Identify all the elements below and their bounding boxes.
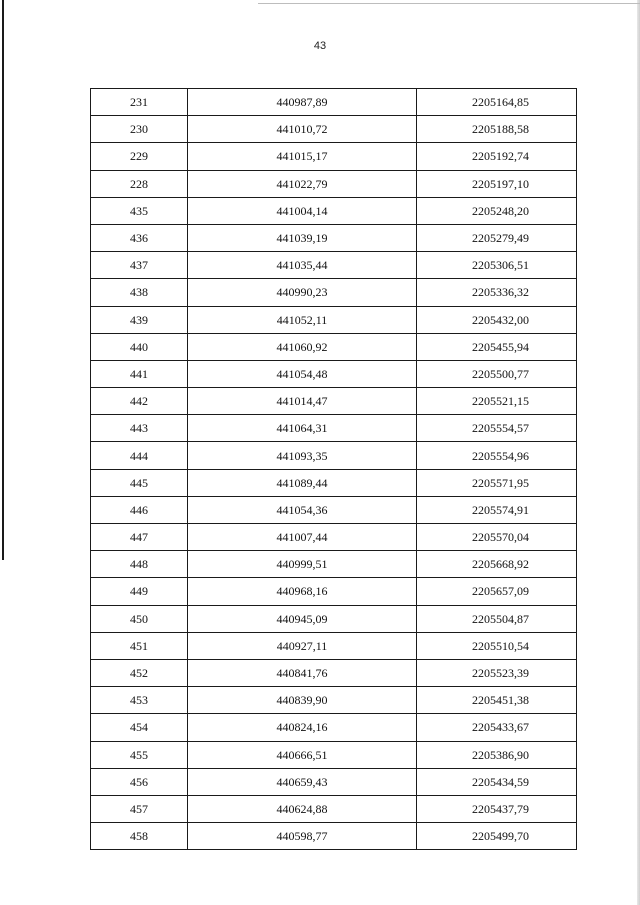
x-coordinate-cell: 440990,23 bbox=[188, 279, 417, 306]
table-row bbox=[91, 415, 577, 442]
point-number-cell: 439 bbox=[91, 306, 188, 333]
y-coordinate-cell: 2205657,09 bbox=[417, 578, 577, 605]
x-coordinate-cell: 441007,44 bbox=[188, 524, 417, 551]
x-coordinate-cell: 440968,16 bbox=[188, 578, 417, 605]
point-number-cell: 437 bbox=[91, 252, 188, 279]
y-coordinate-cell: 2205455,94 bbox=[417, 333, 577, 360]
table-row bbox=[91, 795, 577, 822]
y-coordinate-cell: 2205499,70 bbox=[417, 823, 577, 850]
x-coordinate-cell: 440598,77 bbox=[188, 823, 417, 850]
x-coordinate-cell: 441010,72 bbox=[188, 116, 417, 143]
y-coordinate-cell: 2205164,85 bbox=[417, 89, 577, 116]
x-coordinate-cell: 441015,17 bbox=[188, 143, 417, 170]
y-coordinate-cell: 2205574,91 bbox=[417, 496, 577, 523]
y-coordinate-cell: 2205336,32 bbox=[417, 279, 577, 306]
table-row bbox=[91, 551, 577, 578]
table-row bbox=[91, 279, 577, 306]
table-row bbox=[91, 496, 577, 523]
y-coordinate-cell: 2205554,57 bbox=[417, 415, 577, 442]
x-coordinate-cell: 441039,19 bbox=[188, 224, 417, 251]
point-number-cell: 458 bbox=[91, 823, 188, 850]
y-coordinate-cell: 2205192,74 bbox=[417, 143, 577, 170]
y-coordinate-cell: 2205437,79 bbox=[417, 795, 577, 822]
table-row bbox=[91, 306, 577, 333]
y-coordinate-cell: 2205510,54 bbox=[417, 632, 577, 659]
point-number-cell: 230 bbox=[91, 116, 188, 143]
point-number-cell: 440 bbox=[91, 333, 188, 360]
table-row bbox=[91, 224, 577, 251]
y-coordinate-cell: 2205386,90 bbox=[417, 741, 577, 768]
y-coordinate-cell: 2205197,10 bbox=[417, 170, 577, 197]
table-row bbox=[91, 197, 577, 224]
table-row bbox=[91, 360, 577, 387]
scan-edge-left bbox=[2, 0, 4, 560]
table-row bbox=[91, 605, 577, 632]
x-coordinate-cell: 440987,89 bbox=[188, 89, 417, 116]
point-number-cell: 443 bbox=[91, 415, 188, 442]
point-number-cell: 450 bbox=[91, 605, 188, 632]
y-coordinate-cell: 2205434,59 bbox=[417, 768, 577, 795]
x-coordinate-cell: 440824,16 bbox=[188, 714, 417, 741]
point-number-cell: 446 bbox=[91, 496, 188, 523]
point-number-cell: 457 bbox=[91, 795, 188, 822]
x-coordinate-cell: 440666,51 bbox=[188, 741, 417, 768]
table-row bbox=[91, 741, 577, 768]
table-row bbox=[91, 659, 577, 686]
page-number: 43 bbox=[313, 40, 327, 52]
x-coordinate-cell: 441093,35 bbox=[188, 442, 417, 469]
x-coordinate-cell: 441052,11 bbox=[188, 306, 417, 333]
x-coordinate-cell: 441054,36 bbox=[188, 496, 417, 523]
table-row bbox=[91, 524, 577, 551]
x-coordinate-cell: 440841,76 bbox=[188, 659, 417, 686]
y-coordinate-cell: 2205500,77 bbox=[417, 360, 577, 387]
table-row bbox=[91, 823, 577, 850]
y-coordinate-cell: 2205521,15 bbox=[417, 388, 577, 415]
x-coordinate-cell: 440945,09 bbox=[188, 605, 417, 632]
point-number-cell: 453 bbox=[91, 687, 188, 714]
y-coordinate-cell: 2205248,20 bbox=[417, 197, 577, 224]
point-number-cell: 444 bbox=[91, 442, 188, 469]
point-number-cell: 445 bbox=[91, 469, 188, 496]
y-coordinate-cell: 2205523,39 bbox=[417, 659, 577, 686]
x-coordinate-cell: 441014,47 bbox=[188, 388, 417, 415]
point-number-cell: 455 bbox=[91, 741, 188, 768]
y-coordinate-cell: 2205504,87 bbox=[417, 605, 577, 632]
table-row bbox=[91, 469, 577, 496]
y-coordinate-cell: 2205433,67 bbox=[417, 714, 577, 741]
point-number-cell: 451 bbox=[91, 632, 188, 659]
y-coordinate-cell: 2205570,04 bbox=[417, 524, 577, 551]
table-row bbox=[91, 116, 577, 143]
x-coordinate-cell: 441004,14 bbox=[188, 197, 417, 224]
x-coordinate-cell: 440624,88 bbox=[188, 795, 417, 822]
point-number-cell: 231 bbox=[91, 89, 188, 116]
x-coordinate-cell: 441022,79 bbox=[188, 170, 417, 197]
table-row bbox=[91, 687, 577, 714]
x-coordinate-cell: 441089,44 bbox=[188, 469, 417, 496]
point-number-cell: 229 bbox=[91, 143, 188, 170]
coordinates-table-body bbox=[91, 89, 577, 850]
point-number-cell: 228 bbox=[91, 170, 188, 197]
point-number-cell: 442 bbox=[91, 388, 188, 415]
point-number-cell: 454 bbox=[91, 714, 188, 741]
point-number-cell: 435 bbox=[91, 197, 188, 224]
table-row bbox=[91, 252, 577, 279]
table-row bbox=[91, 578, 577, 605]
x-coordinate-cell: 441035,44 bbox=[188, 252, 417, 279]
x-coordinate-cell: 440999,51 bbox=[188, 551, 417, 578]
y-coordinate-cell: 2205306,51 bbox=[417, 252, 577, 279]
point-number-cell: 452 bbox=[91, 659, 188, 686]
y-coordinate-cell: 2205279,49 bbox=[417, 224, 577, 251]
point-number-cell: 447 bbox=[91, 524, 188, 551]
y-coordinate-cell: 2205188,58 bbox=[417, 116, 577, 143]
table-row bbox=[91, 388, 577, 415]
table-row bbox=[91, 143, 577, 170]
point-number-cell: 449 bbox=[91, 578, 188, 605]
table-row bbox=[91, 89, 577, 116]
y-coordinate-cell: 2205668,92 bbox=[417, 551, 577, 578]
table-row bbox=[91, 333, 577, 360]
y-coordinate-cell: 2205554,96 bbox=[417, 442, 577, 469]
x-coordinate-cell: 441054,48 bbox=[188, 360, 417, 387]
table-row bbox=[91, 714, 577, 741]
x-coordinate-cell: 440927,11 bbox=[188, 632, 417, 659]
table-row bbox=[91, 442, 577, 469]
table-row bbox=[91, 768, 577, 795]
table-row bbox=[91, 632, 577, 659]
x-coordinate-cell: 441064,31 bbox=[188, 415, 417, 442]
x-coordinate-cell: 441060,92 bbox=[188, 333, 417, 360]
table-row bbox=[91, 170, 577, 197]
point-number-cell: 436 bbox=[91, 224, 188, 251]
point-number-cell: 441 bbox=[91, 360, 188, 387]
y-coordinate-cell: 2205451,38 bbox=[417, 687, 577, 714]
point-number-cell: 438 bbox=[91, 279, 188, 306]
x-coordinate-cell: 440839,90 bbox=[188, 687, 417, 714]
scan-top-rule bbox=[258, 3, 640, 4]
point-number-cell: 448 bbox=[91, 551, 188, 578]
coordinates-table bbox=[90, 88, 577, 850]
point-number-cell: 456 bbox=[91, 768, 188, 795]
x-coordinate-cell: 440659,43 bbox=[188, 768, 417, 795]
y-coordinate-cell: 2205571,95 bbox=[417, 469, 577, 496]
y-coordinate-cell: 2205432,00 bbox=[417, 306, 577, 333]
